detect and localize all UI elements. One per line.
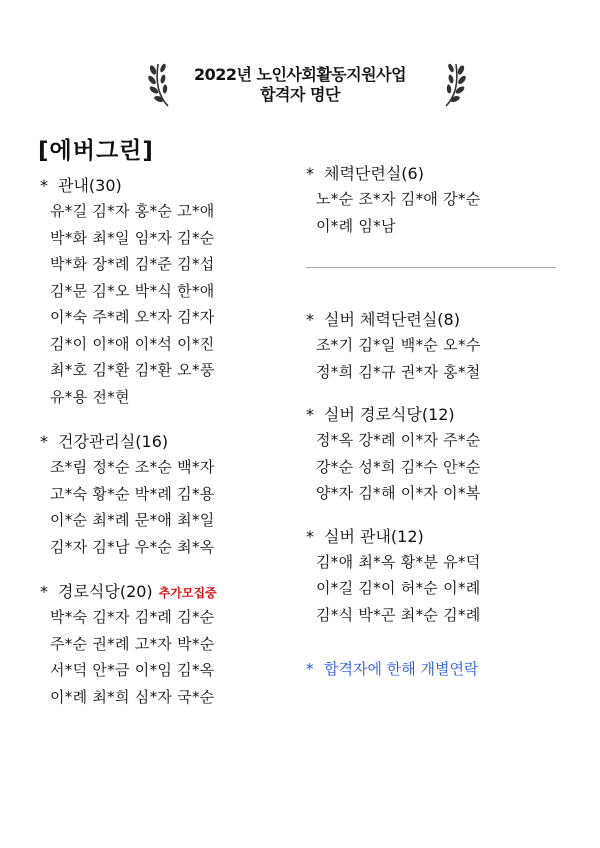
person-name: 최*희 <box>92 687 130 706</box>
person-name: 김*이 <box>50 334 88 353</box>
section-title-label: 실버 관내(12) <box>324 526 424 546</box>
person-name: 유*덕 <box>443 552 481 571</box>
person-name: 박*곤 <box>358 605 396 624</box>
person-name: 홍*순 <box>134 202 173 220</box>
person-name: 김*환 <box>134 361 173 379</box>
person-name: 전*현 <box>92 387 130 406</box>
right-column <box>306 162 566 679</box>
star-bullet-icon: * <box>306 405 314 424</box>
name-row <box>40 684 290 711</box>
section-title <box>306 308 566 332</box>
name-row <box>306 602 566 629</box>
laurel-right-icon <box>440 58 466 108</box>
person-name: 김*오 <box>92 281 130 300</box>
person-name: 주*순 <box>443 431 481 449</box>
name-row <box>40 481 290 508</box>
name-row <box>306 454 566 481</box>
name-row <box>306 427 566 454</box>
section-title <box>306 403 566 427</box>
person-name: 김*자 <box>92 608 130 626</box>
person-name: 강*순 <box>443 190 481 208</box>
person-name: 유*용 <box>50 387 88 406</box>
section-title-label: 실버 체력단련실(8) <box>324 310 460 329</box>
person-name: 황*순 <box>92 484 130 503</box>
star-bullet-icon: * <box>40 176 48 195</box>
person-name: 이*례 <box>443 579 481 597</box>
status-badge: 추가모집중 <box>158 586 217 600</box>
person-name: 김*일 <box>358 336 396 354</box>
person-name: 최*호 <box>50 361 88 379</box>
person-name: 최*례 <box>92 511 130 529</box>
name-row <box>40 384 290 411</box>
section-title <box>40 430 290 454</box>
person-name: 강*순 <box>316 457 354 476</box>
name-row <box>306 186 566 213</box>
person-name: 이*례 <box>316 216 354 235</box>
person-name: 오*풍 <box>177 361 215 379</box>
name-row <box>40 534 290 561</box>
page-subtitle: 합격자 명단 <box>260 85 340 104</box>
star-bullet-icon: * <box>306 164 314 183</box>
section <box>306 308 566 385</box>
star-bullet-icon: * <box>306 310 314 329</box>
section-title-label: 건강관리실(16) <box>58 432 169 451</box>
person-name: 김*자 <box>177 308 215 326</box>
section-title <box>40 580 290 604</box>
person-name: 임*남 <box>358 216 396 235</box>
page-title: 2022년 노인사회활동지원사업 <box>193 65 407 84</box>
person-name: 김*환 <box>92 361 130 379</box>
name-row <box>40 604 290 631</box>
right-bottom-section-list <box>306 308 566 628</box>
section <box>306 162 566 239</box>
person-name: 김*이 <box>358 579 396 597</box>
person-name: 이*길 <box>316 579 354 597</box>
person-name: 서*덕 <box>50 661 88 679</box>
left-section-list <box>40 174 290 710</box>
person-name: 박*숙 <box>50 608 88 626</box>
name-row <box>306 213 566 240</box>
section-title <box>306 162 566 186</box>
person-name: 최*일 <box>177 511 215 529</box>
person-name: 김*순 <box>177 228 215 247</box>
person-name: 김*순 <box>177 608 215 626</box>
section <box>40 174 290 410</box>
person-name: 허*순 <box>400 579 439 597</box>
person-name: 고*숙 <box>50 484 88 503</box>
person-name: 정*옥 <box>316 431 354 449</box>
person-name: 김*남 <box>92 537 130 556</box>
name-row <box>306 359 566 386</box>
person-name: 이*례 <box>50 687 88 706</box>
name-row <box>40 225 290 252</box>
person-name: 박*화 <box>50 255 88 273</box>
person-name: 국*순 <box>177 687 215 706</box>
person-name: 김*용 <box>177 484 215 503</box>
section-divider <box>306 267 556 268</box>
person-name: 조*기 <box>316 336 354 354</box>
person-name: 김*애 <box>316 552 354 571</box>
section-title-label: 실버 경로식당(12) <box>324 405 455 424</box>
person-name: 박*화 <box>50 228 88 247</box>
person-name: 이*애 <box>92 334 130 353</box>
organization-heading: [에버그린] <box>38 138 154 164</box>
section-title-label: 체력단련실(6) <box>324 164 424 183</box>
section <box>40 430 290 560</box>
section <box>306 525 566 629</box>
left-column <box>40 174 290 710</box>
name-row <box>40 251 290 278</box>
star-bullet-icon: * <box>40 582 48 601</box>
person-name: 강*례 <box>358 431 396 449</box>
person-name: 심*자 <box>134 687 173 706</box>
name-row <box>40 631 290 658</box>
person-name: 임*자 <box>134 228 173 247</box>
person-name: 백*자 <box>177 458 215 476</box>
person-name: 김*문 <box>50 281 88 300</box>
person-name: 주*례 <box>92 308 130 326</box>
section-title <box>306 525 566 549</box>
person-name: 양*자 <box>316 484 354 502</box>
person-name: 황*분 <box>400 552 439 571</box>
header <box>0 58 600 108</box>
star-bullet-icon: * <box>306 526 314 546</box>
person-name: 김*수 <box>400 457 439 476</box>
name-row <box>40 304 290 331</box>
name-row <box>40 278 290 305</box>
section-title-label: 경로식당(20) <box>58 582 153 601</box>
person-name: 우*순 <box>134 537 173 556</box>
person-name: 이*자 <box>400 484 439 502</box>
person-name: 유*길 <box>50 202 88 220</box>
person-name: 김*해 <box>358 484 396 502</box>
name-row <box>306 332 566 359</box>
person-name: 조*림 <box>50 458 88 476</box>
person-name: 권*자 <box>400 362 439 381</box>
section <box>306 403 566 507</box>
person-name: 고*자 <box>134 634 173 653</box>
name-row <box>40 454 290 481</box>
person-name: 이*숙 <box>50 308 88 326</box>
person-name: 최*순 <box>400 605 439 624</box>
name-row <box>306 480 566 507</box>
name-row <box>40 357 290 384</box>
person-name: 오*자 <box>134 308 173 326</box>
person-name: 권*례 <box>92 634 130 653</box>
person-name: 김*식 <box>316 605 354 624</box>
person-name: 안*순 <box>443 457 481 476</box>
section-title-label: 관내(30) <box>58 176 122 195</box>
person-name: 이*진 <box>177 334 215 353</box>
person-name: 김*준 <box>134 255 173 273</box>
person-name: 장*례 <box>92 255 130 273</box>
person-name: 이*석 <box>134 334 173 353</box>
person-name: 고*애 <box>177 202 215 220</box>
person-name: 김*애 <box>400 190 439 208</box>
person-name: 이*임 <box>134 661 173 679</box>
person-name: 박*순 <box>177 634 215 653</box>
star-bullet-icon: * <box>40 432 48 451</box>
person-name: 성*희 <box>358 457 396 476</box>
section-title <box>40 174 290 198</box>
person-name: 한*애 <box>177 281 215 300</box>
person-name: 김*섭 <box>177 255 215 273</box>
person-name: 최*일 <box>92 228 130 247</box>
person-name: 오*수 <box>443 336 481 354</box>
person-name: 김*규 <box>358 362 396 381</box>
person-name: 조*순 <box>134 458 173 476</box>
person-name: 노*순 <box>316 190 354 208</box>
person-name: 주*순 <box>50 634 88 653</box>
person-name: 김*옥 <box>177 661 215 679</box>
section <box>40 580 290 710</box>
person-name: 김*례 <box>443 605 481 624</box>
notice-text <box>306 658 566 679</box>
person-name: 백*순 <box>400 336 439 354</box>
name-row <box>40 507 290 534</box>
name-row <box>306 549 566 576</box>
person-name: 이*복 <box>443 484 481 502</box>
name-row <box>40 198 290 225</box>
person-name: 홍*철 <box>443 362 481 381</box>
person-name: 안*금 <box>92 661 130 679</box>
person-name: 김*자 <box>50 537 88 556</box>
star-bullet-icon: * <box>306 660 314 678</box>
person-name: 정*희 <box>316 362 354 381</box>
person-name: 정*순 <box>92 458 130 476</box>
person-name: 김*례 <box>134 608 173 626</box>
name-row <box>306 575 566 602</box>
person-name: 문*애 <box>134 511 173 529</box>
person-name: 조*자 <box>358 190 396 208</box>
notice-label: 합격자에 한해 개별연락 <box>324 660 479 678</box>
name-row <box>40 331 290 358</box>
person-name: 이*순 <box>50 511 88 529</box>
person-name: 이*자 <box>400 431 439 449</box>
person-name: 박*례 <box>134 484 173 503</box>
person-name: 박*식 <box>134 281 173 300</box>
person-name: 김*자 <box>92 202 130 220</box>
person-name: 최*옥 <box>358 552 396 571</box>
person-name: 최*옥 <box>177 537 215 556</box>
name-row <box>40 657 290 684</box>
right-top-section-list <box>306 162 566 239</box>
